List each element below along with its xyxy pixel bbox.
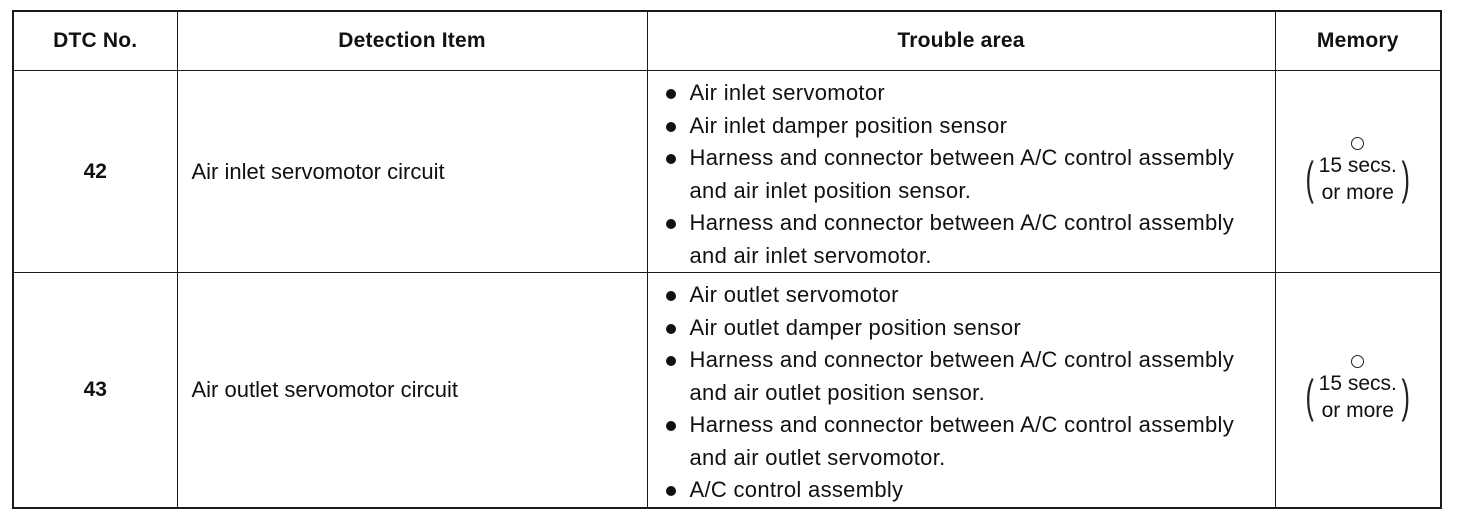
trouble-area-text: Air outlet damper position sensor <box>689 314 1022 340</box>
circle-icon <box>1351 137 1364 150</box>
memory-line-1: 15 secs. <box>1318 372 1397 396</box>
header-memory: Memory <box>1275 11 1441 71</box>
bullet-icon <box>666 291 676 301</box>
table-row <box>13 71 1441 273</box>
dtc-number: 43 <box>13 273 177 508</box>
list-item <box>660 207 1269 272</box>
memory-line-1: 15 secs. <box>1318 154 1397 177</box>
trouble-area-list <box>660 273 1269 507</box>
detection-item: Air inlet servomotor circuit <box>177 71 647 273</box>
list-item <box>660 409 1269 474</box>
left-paren: ( <box>1305 370 1315 423</box>
header-dtc-no: DTC No. <box>13 11 177 71</box>
memory-condition <box>1302 152 1413 206</box>
header-row <box>13 11 1441 71</box>
trouble-area-text: A/C control assembly <box>689 477 904 502</box>
memory-indicator <box>1302 355 1413 424</box>
list-item <box>660 110 1269 143</box>
header-trouble-area: Trouble area <box>647 11 1275 71</box>
trouble-area-text: Harness and connector between A/C control assembly and air inlet position sensor. <box>689 145 1235 203</box>
memory-line-2: or more <box>1321 399 1394 423</box>
bullet-icon <box>666 421 676 431</box>
trouble-area-cell <box>647 273 1275 508</box>
trouble-area-text: Air inlet damper position sensor <box>689 112 1008 138</box>
list-item <box>660 142 1269 207</box>
memory-condition <box>1302 370 1413 424</box>
bullet-icon <box>666 122 676 132</box>
trouble-area-list <box>660 71 1269 272</box>
bullet-icon <box>666 89 676 99</box>
bullet-icon <box>666 324 676 334</box>
bullet-icon <box>666 486 676 496</box>
memory-line-2: or more <box>1321 181 1394 204</box>
list-item <box>660 474 1269 507</box>
trouble-area-text: Harness and connector between A/C control assembly and air inlet servomotor. <box>689 210 1235 268</box>
memory-indicator <box>1302 137 1413 206</box>
detection-item: Air outlet servomotor circuit <box>177 273 647 508</box>
circle-icon <box>1351 355 1364 368</box>
list-item <box>660 312 1269 345</box>
trouble-area-text: Harness and connector between A/C control assembly and air outlet position sensor. <box>689 347 1235 405</box>
right-paren: ) <box>1401 370 1410 423</box>
list-item <box>660 344 1269 409</box>
header-detection-item: Detection Item <box>177 11 647 71</box>
memory-cell <box>1275 273 1441 508</box>
left-paren: ( <box>1305 152 1315 204</box>
table-row <box>13 273 1441 508</box>
bullet-icon <box>666 219 676 229</box>
trouble-area-text: Air inlet servomotor <box>689 80 886 105</box>
dtc-number: 42 <box>13 71 177 273</box>
list-item <box>660 77 1269 110</box>
list-item <box>660 279 1269 312</box>
bullet-icon <box>666 154 676 164</box>
bullet-icon <box>666 356 676 366</box>
memory-cell <box>1275 71 1441 273</box>
dtc-table <box>12 10 1442 509</box>
trouble-area-text: Harness and connector between A/C control assembly and air outlet servomotor. <box>689 412 1235 470</box>
trouble-area-cell <box>647 71 1275 273</box>
trouble-area-text: Air outlet servomotor <box>689 282 899 307</box>
right-paren: ) <box>1401 152 1410 204</box>
